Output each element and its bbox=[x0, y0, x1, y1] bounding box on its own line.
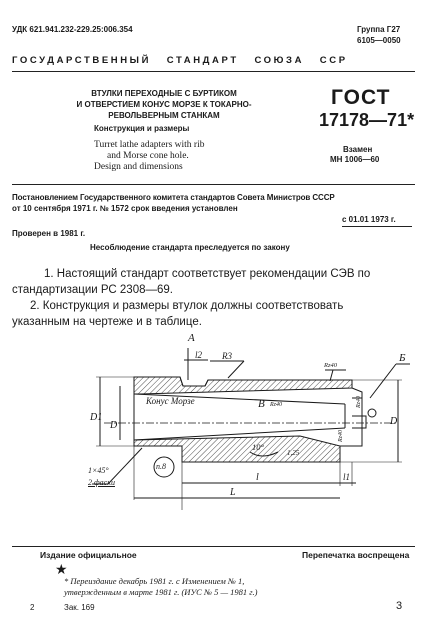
penalty-note: Несоблюдение стандарта преследуется по закону bbox=[90, 243, 290, 252]
paragraph-1-line2: стандартизации РС 2308—69. bbox=[12, 284, 173, 296]
official-edition: Издание официальное bbox=[40, 550, 137, 560]
title-ru-line2: И ОТВЕРСТИЕМ КОНУС МОРЗЕ К ТОКАРНО- bbox=[76, 100, 252, 109]
title-en-line2: and Morse cone hole. bbox=[107, 151, 189, 161]
upper-wall-hatch bbox=[134, 377, 352, 394]
decree-line1: Постановлением Государственного комитета стандартов Совета Министров СССР bbox=[12, 193, 335, 202]
gost-label: ГОСТ bbox=[331, 86, 391, 109]
dim-l2-label: l2 bbox=[195, 350, 203, 360]
reprint-prohibited: Перепечатка воспрещена bbox=[302, 550, 410, 560]
title-en-line3: Design and dimensions bbox=[94, 162, 183, 172]
dim-d1-label: D1 bbox=[90, 412, 103, 423]
page-number: 3 bbox=[396, 600, 403, 612]
order-number: Зак. 169 bbox=[64, 603, 95, 612]
edition-note-line2: утвержденным в марте 1981 г. (ИУС № 5 — 1981 г.) bbox=[64, 587, 258, 597]
section-B-top-label: Б bbox=[399, 352, 406, 364]
section-A-label: А bbox=[188, 332, 195, 344]
radius-label: R3 bbox=[222, 351, 232, 361]
replaces-value: МН 1006—60 bbox=[330, 155, 380, 164]
star-icon: ★ bbox=[55, 561, 68, 577]
roughness-end: Rz40 bbox=[356, 396, 362, 408]
morse-cone-label: Конус Морзе bbox=[146, 396, 195, 406]
dim-l1-label: l1 bbox=[343, 472, 351, 482]
replaces-label: Взамен bbox=[343, 145, 373, 154]
note-ref-label: п.8 bbox=[156, 462, 166, 471]
title-en-line1: Turret lathe adapters with rib bbox=[94, 140, 205, 150]
roughness-cone: Rz40 bbox=[270, 402, 282, 408]
footer-rule bbox=[12, 546, 415, 547]
title-ru-line1: ВТУЛКИ ПЕРЕХОДНЫЕ С БУРТИКОМ bbox=[91, 89, 237, 98]
edition-note-line1: * Переиздание декабрь 1981 г. с Изменением № 1, bbox=[64, 576, 245, 586]
paragraph-2-line1: 2. Конструкция и размеры втулок должны соответствовать bbox=[30, 300, 344, 312]
roughness-bottom: Rz40 bbox=[338, 430, 344, 442]
title-ru-subtitle: Конструкция и размеры bbox=[94, 124, 190, 133]
state-standard-banner: ГОСУДАРСТВЕННЫЙ СТАНДАРТ СОЮЗА ССР bbox=[12, 55, 348, 66]
section-B-label: В bbox=[258, 398, 265, 410]
classifier-code: 6105—0050 bbox=[357, 36, 401, 45]
tang-hole bbox=[368, 409, 376, 417]
checked-year: Проверен в 1981 г. bbox=[12, 229, 86, 238]
group-code: Группа Г27 bbox=[357, 25, 401, 34]
dim-l-label: l bbox=[256, 472, 259, 483]
chamfer-value: 1,25 bbox=[287, 449, 300, 457]
dim-d-left-label: D bbox=[110, 420, 118, 431]
udk-code: УДК 621.941.232-229.25:006.354 bbox=[12, 25, 133, 34]
chamfer-count-label: 2 фаски bbox=[88, 478, 115, 487]
decree-line2: от 10 сентября 1971 г. № 1572 срок введения установлен bbox=[12, 204, 238, 213]
rz-top-leader bbox=[330, 370, 333, 381]
print-number: 2 bbox=[30, 603, 35, 612]
paragraph-1-line1: 1. Настоящий стандарт соответствует рекомендации СЭВ по bbox=[44, 268, 371, 280]
angle-label: 10° bbox=[252, 442, 264, 452]
decree-date: с 01.01 1973 г. bbox=[342, 215, 396, 224]
dim-d-right-label: D bbox=[390, 416, 398, 427]
title-ru-line3: РЕВОЛЬВЕРНЫМ СТАНКАМ bbox=[108, 111, 220, 120]
dim-L-label: L bbox=[230, 487, 236, 498]
roughness-top: Rz40 bbox=[324, 362, 337, 369]
chamfer-size-label: 1×45° bbox=[88, 466, 109, 475]
gost-number: 17178—71* bbox=[319, 110, 415, 130]
paragraph-2-line2: указанным на чертеже и в таблице. bbox=[12, 316, 202, 328]
